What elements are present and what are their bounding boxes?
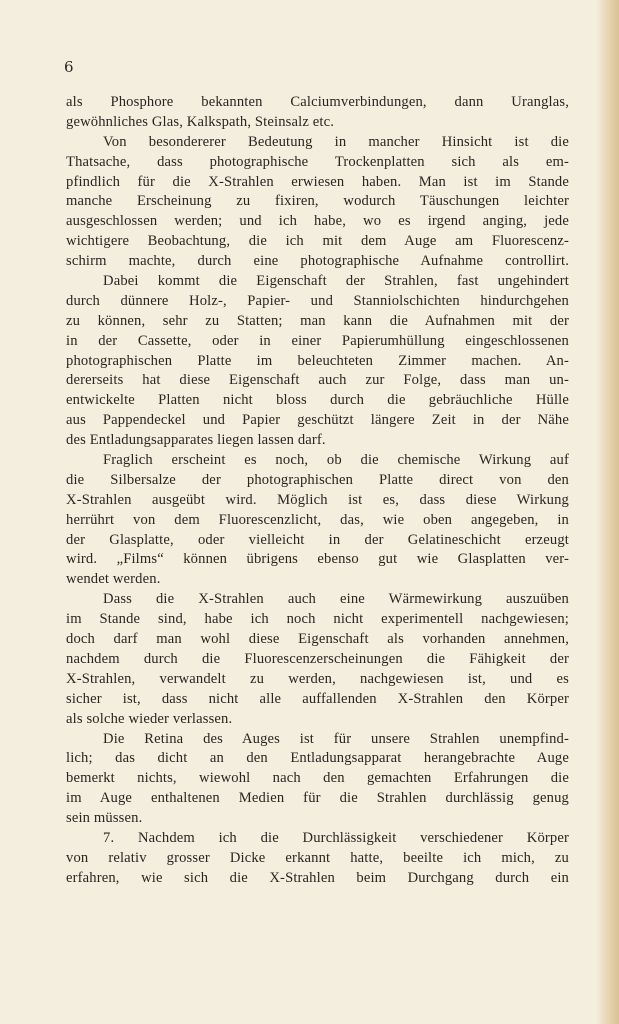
text-line: aus Pappendeckel und Papier geschützt längere Zeit in der Nähe (66, 412, 569, 429)
page-number: 6 (64, 58, 74, 76)
text-line: durch dünnere Holz-, Papier- und Stanniolschichten hindurchgehen (66, 292, 569, 309)
text-line: doch darf man wohl diese Eigenschaft als vorhanden annehmen, (66, 631, 569, 648)
body-text (66, 93, 569, 889)
text-line: von relativ grosser Dicke erkannt hatte, beeilte ich mich, zu (66, 849, 569, 866)
text-line: im Stande sind, habe ich noch nicht experimentell nachgewiesen; (66, 611, 569, 628)
text-line: des Entladungsapparates liegen lassen darf. (66, 432, 326, 449)
text-line: zu können, sehr zu Statten; man kann die Aufnahmen mit der (66, 312, 569, 329)
text-line: wendet werden. (66, 571, 161, 588)
text-line: der Glasplatte, oder vielleicht in der Gelatineschicht erzeugt (66, 531, 569, 548)
text-line: wichtigere Beobachtung, die ich mit dem Auge am Fluorescenz- (66, 233, 569, 250)
text-line: Dabei kommt die Eigenschaft der Strahlen, fast ungehindert (103, 273, 569, 290)
text-line: im Auge enthaltenen Medien für die Strahlen durchlässig genug (66, 790, 569, 807)
text-line: herrührt von dem Fluorescenzlicht, das, wie oben angegeben, in (66, 511, 569, 528)
text-line: Thatsache, dass photographische Trockenplatten sich als em- (66, 153, 569, 170)
text-line: dererseits hat diese Eigenschaft auch zur Folge, dass man un- (66, 372, 569, 389)
paragraph (66, 451, 569, 590)
text-line: lich; das dicht an den Entladungsapparat herangebrachte Auge (66, 750, 569, 767)
text-line: gewöhnliches Glas, Kalkspath, Steinsalz etc. (66, 113, 335, 130)
paragraph (66, 829, 569, 889)
text-line: in der Cassette, oder in einer Papierumhüllung eingeschlossenen (66, 332, 569, 349)
paragraph (66, 590, 569, 729)
text-line: Dass die X-Strahlen auch eine Wärmewirkung auszuüben (103, 591, 569, 608)
text-line: entwickelte Platten nicht bloss durch die gebräuchliche Hülle (66, 392, 569, 409)
paragraph (66, 730, 569, 829)
text-line: manche Erscheinung zu fixiren, wodurch Täuschungen leichter (66, 193, 569, 210)
text-line: als solche wieder verlassen. (66, 710, 233, 727)
text-line: die Silbersalze der photographischen Platte direct von den (66, 471, 569, 488)
text-line: Von besondererer Bedeutung in mancher Hinsicht ist die (103, 133, 569, 150)
text-line: bemerkt nichts, wiewohl nach den gemachten Erfahrungen die (66, 770, 569, 787)
paragraph (66, 272, 569, 451)
text-line: erfahren, wie sich die X-Strahlen beim Durchgang durch ein (66, 869, 569, 886)
text-line: nachdem durch die Fluorescenzerscheinungen die Fähigkeit der (66, 650, 569, 667)
text-line: wird. „Films“ können übrigens ebenso gut wie Glasplatten ver- (66, 551, 569, 568)
text-line: X-Strahlen, verwandelt zu werden, nachgewiesen ist, und es (66, 670, 569, 687)
paragraph (66, 93, 569, 133)
text-line: schirm machte, durch eine photographische Aufnahme controllirt. (66, 253, 569, 270)
text-line: photographischen Platte im beleuchteten Zimmer machen. An- (66, 352, 569, 369)
text-line: pfindlich für die X-Strahlen erwiesen haben. Man ist im Stande (66, 173, 569, 190)
text-line: X-Strahlen ausgeübt wird. Möglich ist es, dass diese Wirkung (66, 491, 569, 508)
text-line: als Phosphore bekannten Calciumverbindungen, dann Uranglas, (66, 94, 569, 110)
text-line: 7. Nachdem ich die Durchlässigkeit verschiedener Körper (103, 829, 569, 846)
text-line: Fraglich erscheint es noch, ob die chemische Wirkung auf (103, 452, 569, 469)
text-line: Die Retina des Auges ist für unsere Strahlen unempfind- (103, 730, 569, 747)
paragraph (66, 133, 569, 272)
text-line: sicher ist, dass nicht alle auffallenden X-Strahlen den Körper (66, 690, 569, 707)
text-line: sein müssen. (66, 810, 143, 827)
text-line: ausgeschlossen werden; und ich habe, wo es irgend anging, jede (66, 213, 569, 230)
